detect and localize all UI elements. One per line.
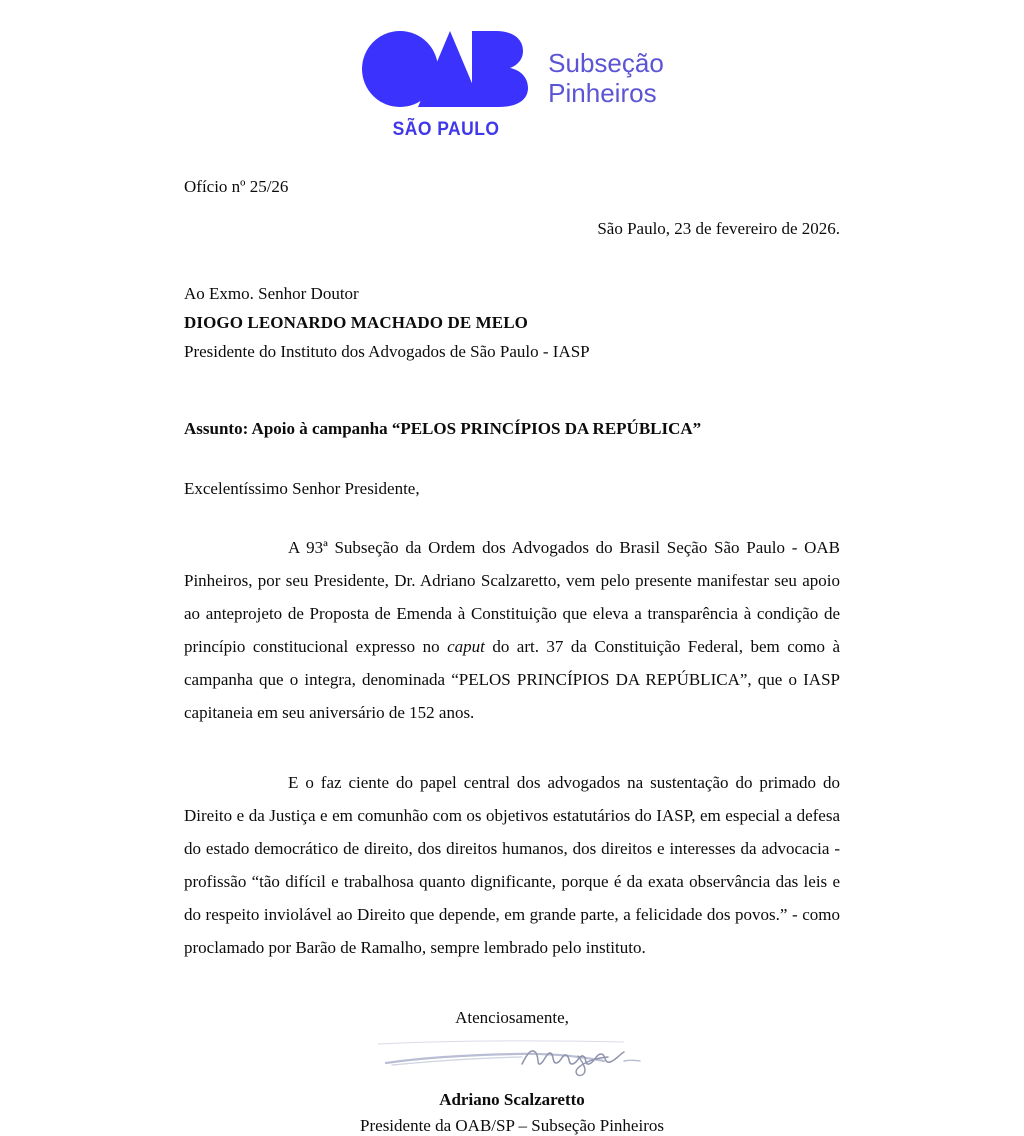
subject-line: Assunto: Apoio à campanha “PELOS PRINCÍPIOS DA REPÚBLICA”: [184, 418, 702, 438]
signature-name: Adriano Scalzaretto: [439, 1090, 585, 1110]
oab-logo-mark-wrap: [360, 26, 532, 141]
document-reference: Ofício nº 25/26: [184, 177, 289, 196]
signature-area: [184, 1034, 840, 1082]
addressee-block: [184, 279, 840, 367]
handwritten-signature-icon: [372, 1034, 652, 1082]
body-paragraph-1: [184, 531, 840, 730]
oab-logo: [360, 26, 664, 141]
paragraph-1-text-part-1: A 93ª Subseção da Ordem dos Advogados do Brasil Seção São Paulo - OAB Pinheiros, por seu Presidente, Dr. Adriano Scalzaretto, vem pelo presente manifestar seu apoio ao anteprojeto de Proposta de Emenda à Constituição que eleva a transparência à condição de princípio constitucional expresso no: [184, 537, 840, 657]
letterhead: [0, 0, 1024, 141]
brand-line-pinheiros: Pinheiros: [548, 78, 657, 109]
brand-line-subsecao: Subseção: [548, 48, 664, 78]
paragraph-1-italic-term: caput: [447, 637, 485, 657]
oab-brand-lines: [548, 26, 664, 108]
addressee-name: DIOGO LEONARDO MACHADO DE MELO: [184, 313, 528, 333]
place-and-date: São Paulo, 23 de fevereiro de 2026.: [597, 219, 840, 238]
oab-logo-state-label: SÃO PAULO: [392, 119, 500, 140]
addressee-title: Ao Exmo. Senhor Doutor: [184, 284, 359, 303]
letter-body: [184, 141, 840, 1136]
body-paragraph-2: E o faz ciente do papel central dos advogados na sustentação do primado do Direito e da Justiça e em comunhão com os objetivos estatutários do IASP, em especial a defesa do estado democrático de direito, dos direitos humanos, dos direitos e interesses da advocacia - profissão “tão difícil e trabalhosa quanto dignificante, porque é da exata observância das leis e do respeito inviolável ao Direito que depende, em grande parte, a felicidade dos povos.” - como proclamado por Barão de Ramalho, sempre lembrado pelo instituto.: [184, 772, 840, 958]
addressee-role: Presidente do Instituto dos Advogados de São Paulo - IASP: [184, 342, 590, 362]
paragraph-1-text-part-2: do art. 37 da Constituição Federal, bem como à campanha que o integra, denominada “PELOS PRINCÍPIOS DA REPÚBLICA”, que o IASP capitaneia em seu aniversário de 152 anos.: [184, 637, 840, 723]
oab-wordmark-icon: [360, 26, 532, 112]
closing-salutation: Atenciosamente,: [455, 1008, 569, 1028]
signature-role: Presidente da OAB/SP – Subseção Pinheiros: [360, 1116, 664, 1136]
salutation: Excelentíssimo Senhor Presidente,: [184, 478, 420, 498]
